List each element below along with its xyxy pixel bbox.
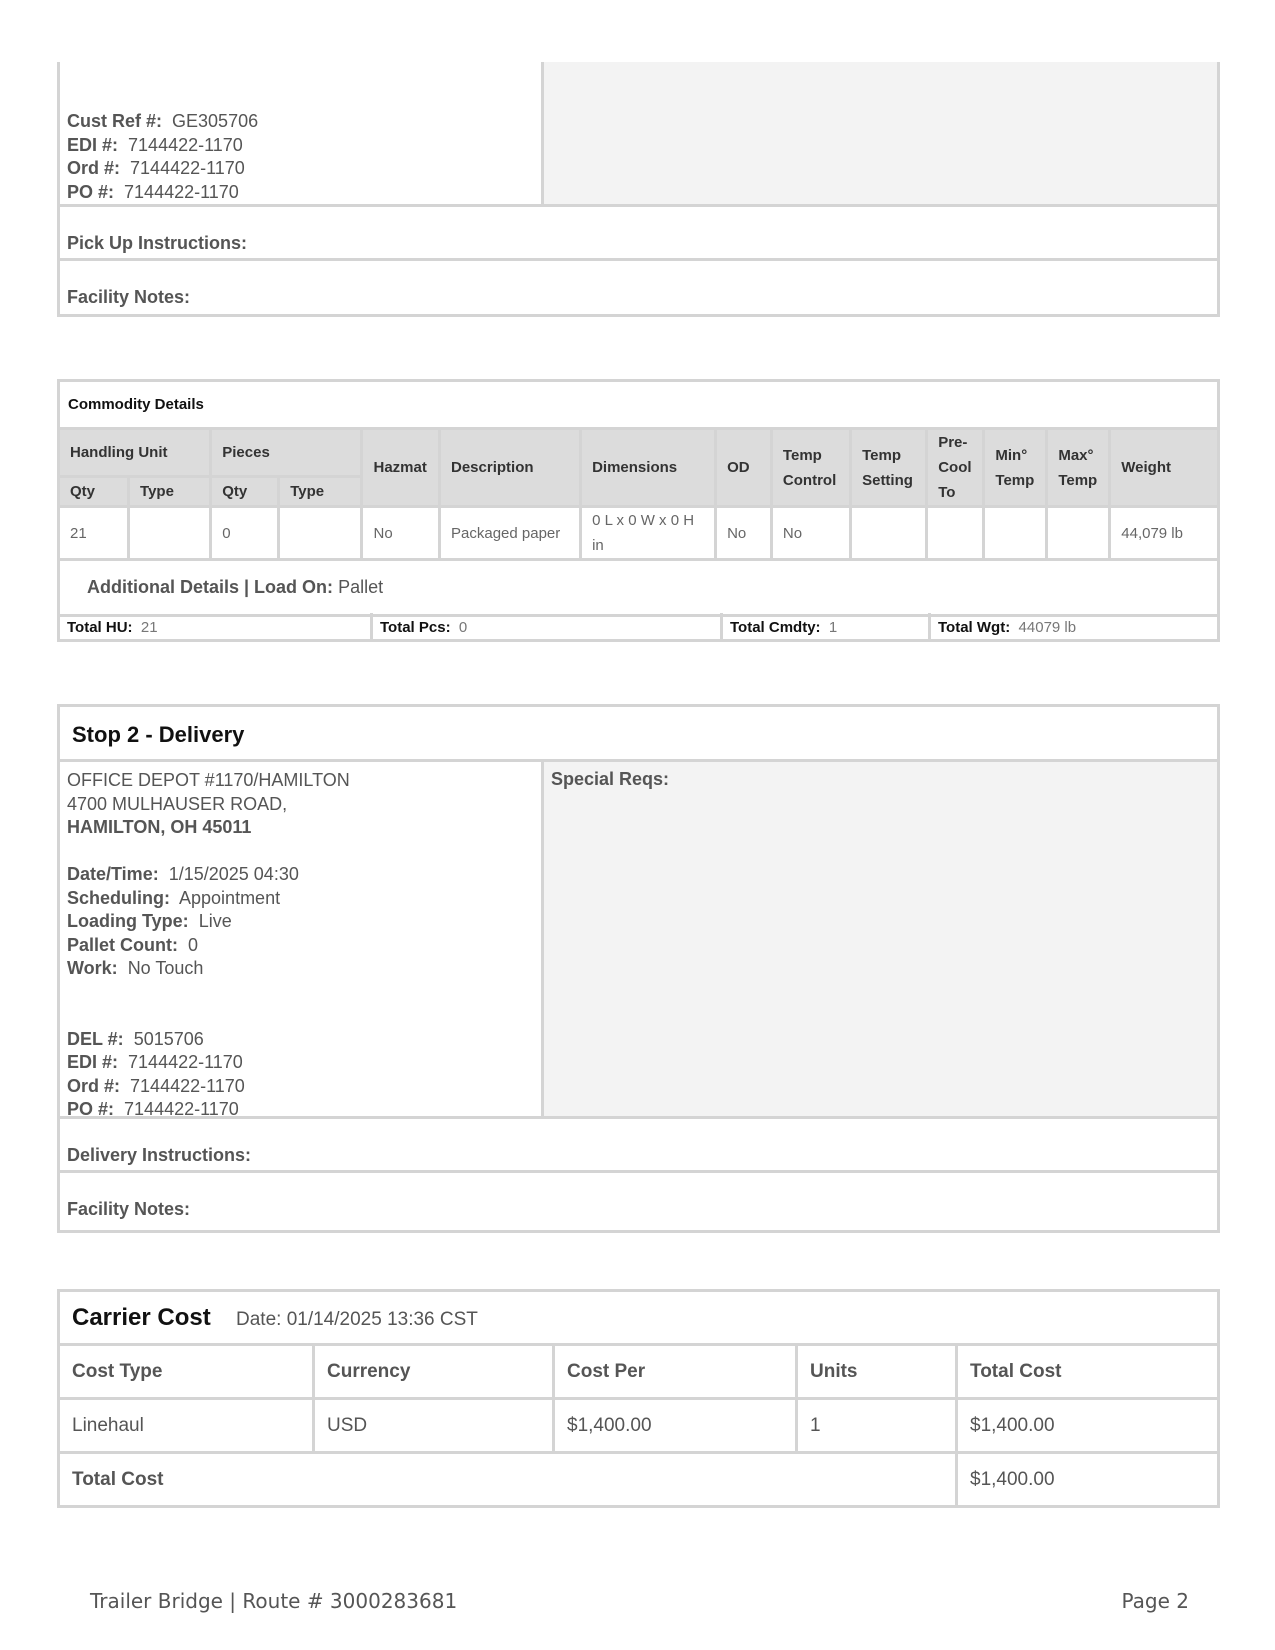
col-currency: Currency <box>314 1345 554 1399</box>
col-temp-control: Temp Control <box>771 429 850 507</box>
cell-hu-qty: 21 <box>59 507 129 560</box>
col-hu-qty: Qty <box>59 476 129 506</box>
stop2-title: Stop 2 - Delivery <box>60 707 1217 762</box>
col-cost-type: Cost Type <box>59 1345 314 1399</box>
ord-line: Ord #: 7144422-1170 <box>67 1075 245 1096</box>
commodity-details-table <box>57 379 1220 617</box>
cell-pcs-type <box>279 507 362 560</box>
cell-cost-type: Linehaul <box>59 1399 314 1453</box>
stop1-continuation <box>57 62 1220 317</box>
cell-total-cost: $1,400.00 <box>957 1399 1219 1453</box>
cell-hazmat: No <box>362 507 440 560</box>
cell-hu-type <box>129 507 211 560</box>
col-pcs-qty: Qty <box>211 476 279 506</box>
col-pre-cool-to: Pre- Cool To <box>927 429 984 507</box>
cell-temp-setting <box>851 507 927 560</box>
col-cost-per: Cost Per <box>554 1345 797 1399</box>
commodity-totals <box>57 613 1220 642</box>
stop2-details-row <box>60 762 1217 1119</box>
footer-page-number: Page 2 <box>1121 1589 1189 1613</box>
carrier-cost-header <box>59 1291 1219 1345</box>
col-pieces: Pieces <box>211 429 362 477</box>
col-od: OD <box>716 429 772 507</box>
total-cost-label: Total Cost <box>59 1453 957 1507</box>
stop2-facility-notes: Facility Notes: <box>67 1199 191 1219</box>
edi-line: EDI #: 7144422-1170 <box>67 1052 243 1072</box>
cell-min-temp <box>984 507 1047 560</box>
commodity-title: Commodity Details <box>59 381 1219 429</box>
datetime-line: Date/Time: 1/15/2025 04:30 <box>67 864 299 884</box>
cust-ref-line: Cust Ref #: GE305706 <box>67 111 259 131</box>
total-wgt: Total Wgt: 44079 lb <box>938 619 1077 636</box>
stop1-reference-block <box>60 62 544 204</box>
cell-max-temp <box>1047 507 1110 560</box>
carrier-cost-title: Carrier Cost <box>72 1303 211 1331</box>
total-hu: Total HU: 21 <box>60 613 373 639</box>
cell-units: 1 <box>797 1399 957 1453</box>
delivery-instructions: Delivery Instructions: <box>60 1119 1217 1173</box>
col-temp-setting: Temp Setting <box>851 429 927 507</box>
work-line: Work: No Touch <box>67 958 204 978</box>
cell-description: Packaged paper <box>440 507 581 560</box>
total-cost-value: $1,400.00 <box>957 1453 1219 1507</box>
col-weight: Weight <box>1110 429 1219 507</box>
carrier-cost-date: Date: 01/14/2025 13:36 CST <box>236 1308 478 1330</box>
stop1-special-reqs-panel <box>544 62 1217 204</box>
scheduling-line: Scheduling: Appointment <box>67 887 281 908</box>
carrier-cost-table <box>57 1289 1220 1508</box>
total-cmdty: Total Cmdty: 1 <box>723 613 931 639</box>
cell-pre-cool-to <box>927 507 984 560</box>
col-dimensions: Dimensions <box>581 429 716 507</box>
col-pcs-type: Type <box>279 476 362 506</box>
stop2-address-block <box>60 762 544 1119</box>
additional-details: Additional Details | Load On: Pallet <box>59 560 1219 616</box>
ord-line: Ord #: 7144422-1170 <box>67 158 245 178</box>
col-units: Units <box>797 1345 957 1399</box>
cell-weight: 44,079 lb <box>1110 507 1219 560</box>
del-line: DEL #: 5015706 <box>67 1028 204 1049</box>
col-min-temp: Min° Temp <box>984 429 1047 507</box>
cell-currency: USD <box>314 1399 554 1453</box>
stop1-facility-notes: Facility Notes: <box>67 287 191 307</box>
footer-route: Trailer Bridge | Route # 3000283681 <box>90 1589 458 1613</box>
total-pcs: Total Pcs: 0 <box>373 613 723 639</box>
col-handling-unit: Handling Unit <box>59 429 211 477</box>
stop2-delivery-section <box>57 704 1220 1233</box>
facility-name: OFFICE DEPOT #1170/HAMILTON <box>67 770 350 790</box>
po-line: PO #: 7144422-1170 <box>67 1099 239 1119</box>
col-max-temp: Max° Temp <box>1047 429 1110 507</box>
col-hazmat: Hazmat <box>362 429 440 507</box>
cell-od: No <box>716 507 772 560</box>
facility-city: HAMILTON, OH 45011 <box>67 817 252 837</box>
cell-cost-per: $1,400.00 <box>554 1399 797 1453</box>
cell-temp-control: No <box>771 507 850 560</box>
cell-dimensions: 0 L x 0 W x 0 H in <box>581 507 716 560</box>
table-row <box>59 1399 1219 1453</box>
cell-pcs-qty: 0 <box>211 507 279 560</box>
table-row <box>59 507 1219 560</box>
po-line: PO #: 7144422-1170 <box>67 181 239 202</box>
col-total-cost: Total Cost <box>957 1345 1219 1399</box>
loading-type-line: Loading Type: Live <box>67 911 232 931</box>
col-hu-type: Type <box>129 476 211 506</box>
pickup-instructions: Pick Up Instructions: <box>60 207 1217 261</box>
col-description: Description <box>440 429 581 507</box>
facility-address: 4700 MULHAUSER ROAD, <box>67 793 288 814</box>
edi-line: EDI #: 7144422-1170 <box>67 134 243 155</box>
pallet-count-line: Pallet Count: 0 <box>67 934 199 955</box>
special-reqs-label: Special Reqs: <box>551 769 670 789</box>
special-reqs-panel <box>544 762 1217 1116</box>
stop1-details-row <box>60 62 1217 207</box>
